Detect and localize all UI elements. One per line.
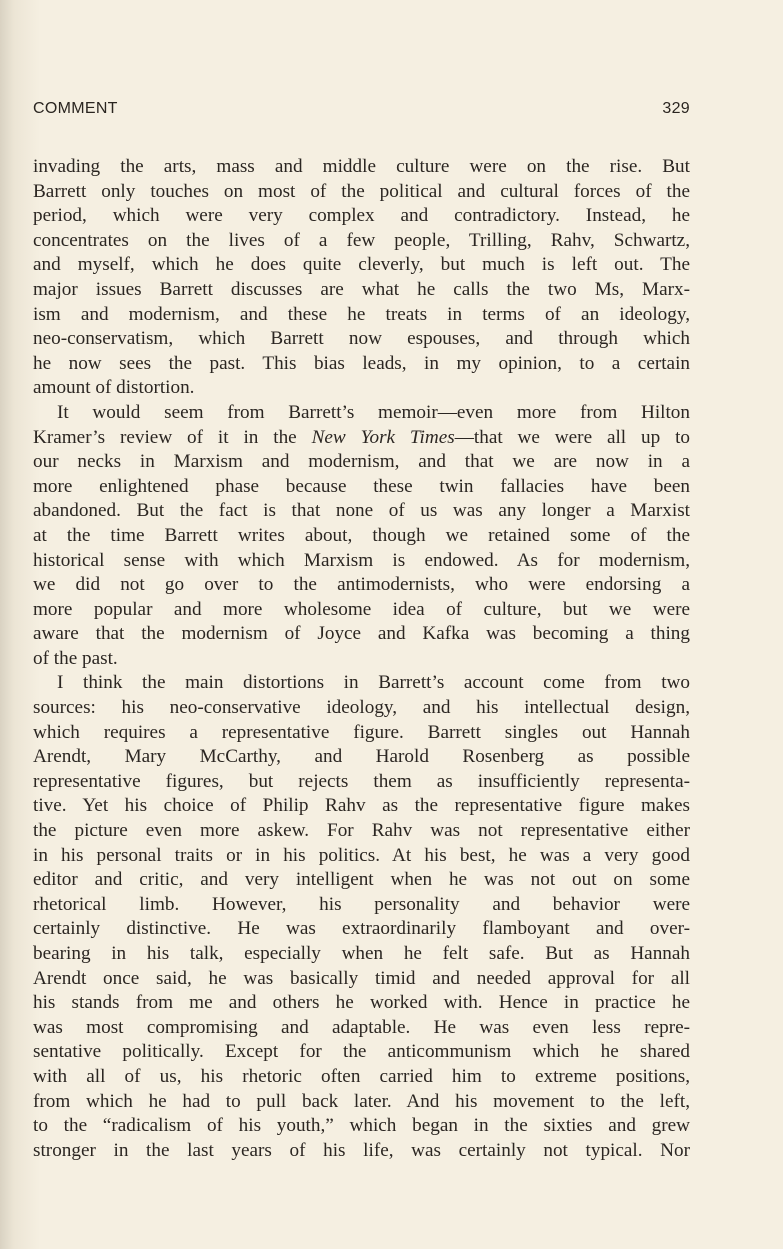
text-line: our necks in Marxism and modernism, and that we are now in a xyxy=(33,451,690,473)
text-line: editor and critic, and very intelligent when he was not out on some xyxy=(33,869,690,891)
text-line: from which he had to pull back later. And his movement to the left, xyxy=(33,1090,690,1112)
section-title: COMMENT xyxy=(33,100,118,117)
text-line: sentative politically. Except for the anticommunism which he shared xyxy=(33,1041,690,1063)
text-line: ism and modernism, and these he treats in terms of an ideology, xyxy=(33,303,690,325)
text-line: I think the main distortions in Barrett’s account come from two xyxy=(57,672,690,694)
text-line: amount of distortion. xyxy=(33,377,195,399)
text-line: sources: his neo-conservative ideology, and his intellectual design, xyxy=(33,697,690,719)
text-line: which requires a representative figure. Barrett singles out Hannah xyxy=(33,721,690,743)
body-text xyxy=(33,155,690,1163)
text-line: to the “radicalism of his youth,” which began in the sixties and grew xyxy=(33,1115,690,1137)
text-line: major issues Barrett discusses are what he calls the two Ms, Marx- xyxy=(33,278,690,300)
text-line: neo-conservatism, which Barrett now espouses, and through which xyxy=(33,328,690,350)
text-line: more popular and more wholesome idea of culture, but we were xyxy=(33,598,690,620)
text-line: Arendt, Mary McCarthy, and Harold Rosenberg as possible xyxy=(33,746,690,768)
text-line: historical sense with which Marxism is endowed. As for modernism, xyxy=(33,549,690,571)
text-line: abandoned. But the fact is that none of us was any longer a Marxist xyxy=(33,500,690,522)
text-line: period, which were very complex and contradictory. Instead, he xyxy=(33,205,690,227)
text-line: It would seem from Barrett’s memoir—even more from Hilton xyxy=(57,401,690,423)
text-line: he now sees the past. This bias leads, in my opinion, to a certain xyxy=(33,352,690,374)
text-line: tive. Yet his choice of Philip Rahv as the representative figure makes xyxy=(33,795,690,817)
text-line: stronger in the last years of his life, was certainly not typical. Nor xyxy=(33,1139,690,1161)
text-line: aware that the modernism of Joyce and Kafka was becoming a thing xyxy=(33,623,690,645)
text-line: more enlightened phase because these twin fallacies have been xyxy=(33,475,690,497)
text-line: in his personal traits or in his politics. At his best, he was a very good xyxy=(33,844,690,866)
text-line: representative figures, but rejects them as insufficiently representa- xyxy=(33,770,690,792)
page-number: 329 xyxy=(662,100,690,117)
text-line: and myself, which he does quite cleverly, but much is left out. The xyxy=(33,254,690,276)
text-line: Arendt once said, he was basically timid and needed approval for all xyxy=(33,967,690,989)
text-line: concentrates on the lives of a few people, Trilling, Rahv, Schwartz, xyxy=(33,229,690,251)
paragraph xyxy=(33,671,690,1163)
text-line: was most compromising and adaptable. He was even less repre- xyxy=(33,1016,690,1038)
text-line: invading the arts, mass and middle culture were on the rise. But xyxy=(33,156,690,177)
text-line: with all of us, his rhetoric often carried him to extreme positions, xyxy=(33,1065,690,1087)
text-line: bearing in his talk, especially when he felt safe. But as Hannah xyxy=(33,943,690,964)
text-line: we did not go over to the antimodernists, who were endorsing a xyxy=(33,574,690,596)
text-line: at the time Barrett writes about, though we retained some of the xyxy=(33,524,690,546)
paragraph xyxy=(33,401,690,672)
text-line: Kramer’s review of it in the New York Times—that we were all up to xyxy=(33,426,690,448)
text-line: certainly distinctive. He was extraordinarily flamboyant and over- xyxy=(33,918,690,940)
text-line: of the past. xyxy=(33,647,118,669)
text-line: the picture even more askew. For Rahv was not representative either xyxy=(33,820,690,842)
paragraph xyxy=(33,155,690,401)
text-line: rhetorical limb. However, his personality and behavior were xyxy=(33,893,690,915)
text-line: Barrett only touches on most of the political and cultural forces of the xyxy=(33,180,690,202)
text-line: his stands from me and others he worked with. Hence in practice he xyxy=(33,992,690,1014)
italic-title: New York Times xyxy=(311,426,455,448)
